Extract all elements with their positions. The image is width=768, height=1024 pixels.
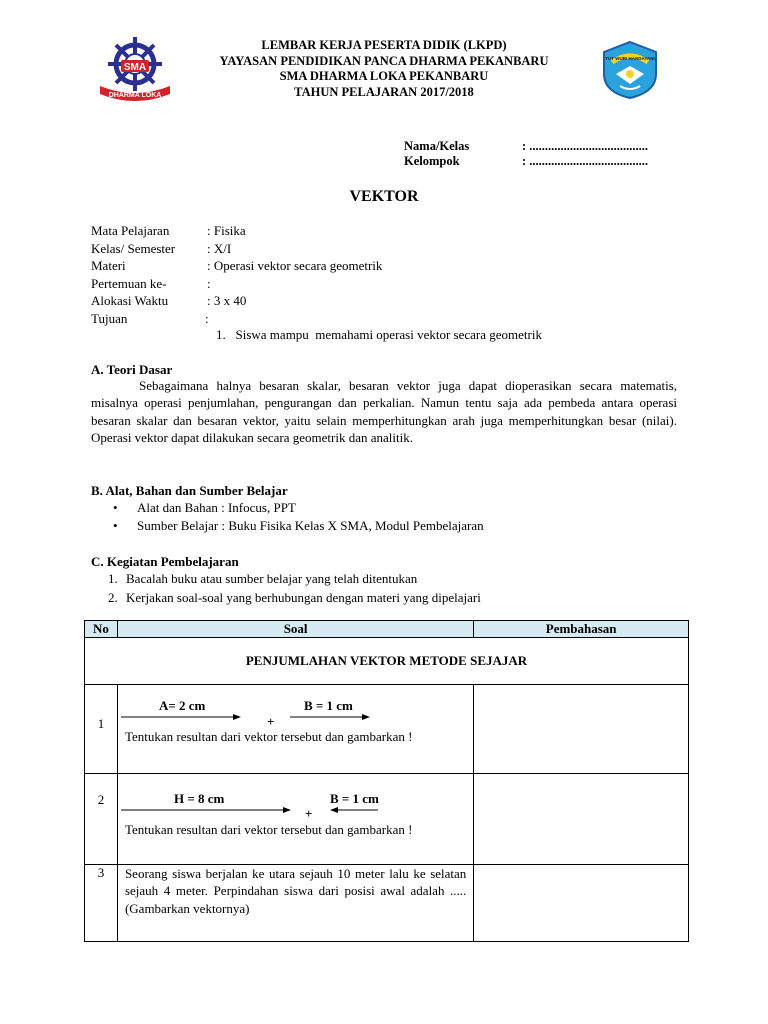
section-a-title: A. Teori Dasar [91, 362, 173, 377]
header-line-3: SMA DHARMA LOKA PEKANBARU [279, 69, 489, 83]
document-header [0, 38, 768, 100]
meta-value: : Operasi vektor secara geometrik [207, 258, 383, 274]
row-number: 1 [85, 685, 118, 774]
list-number: 2. [108, 590, 118, 605]
answer-cell[interactable] [474, 685, 689, 774]
worksheet-table [84, 620, 689, 942]
table-row [85, 685, 689, 774]
list-item: Kerjakan soal-soal yang berhubungan dengan materi yang dipelajari [126, 590, 481, 605]
tools-list [0, 500, 768, 536]
meta-label: Materi [91, 258, 126, 274]
svg-text:TUT WURI HANDAYANI: TUT WURI HANDAYANI [605, 56, 655, 61]
vector-b-label: B = 1 cm [329, 791, 379, 806]
bullet-icon: • [113, 518, 118, 533]
subject-info [91, 222, 611, 332]
page-title: VEKTOR [349, 188, 419, 205]
header-line-4: TAHUN PELAJARAN 2017/2018 [294, 84, 474, 99]
meta-value: : X/I [207, 240, 232, 256]
meta-value: : 3 x 40 [207, 293, 247, 309]
table-row [85, 865, 689, 942]
list-item: Bacalah buku atau sumber belajar yang telah ditentukan [126, 571, 418, 586]
vector-b-label: B = 1 cm [303, 698, 353, 713]
vector-a-label: A= 2 cm [158, 698, 206, 713]
section-a-text [91, 377, 677, 447]
section-title-cell: PENJUMLAHAN VEKTOR METODE SEJAJAR [85, 638, 689, 685]
row-number: 2 [85, 774, 118, 865]
meta-label: Tujuan [91, 311, 128, 326]
answer-cell[interactable] [474, 774, 689, 865]
question-cell [117, 774, 473, 865]
vector-h-arrow [121, 806, 291, 814]
theory-paragraph: Sebagaimana halnya besaran skalar, besaran vektor juga dapat dioperasikan secara matematis, misalnya operasi penjumlahan, pengurangan dan perkalian. Namun tentu saja ada pembeda antara operasi besaran skalar dan besaran vektor, yaitu selain memperhitungkan arah juga memperhitungkan besar (nilai). Operasi vektor dapat dilakukan secara geometrik dan analitik. [91, 378, 677, 446]
header-pembahasan: Pembahasan [474, 621, 689, 638]
objective-item: 1. Siswa mampu memahami operasi vektor secara geometrik [216, 327, 542, 342]
table-row [85, 774, 689, 865]
table-header-row [85, 621, 689, 638]
list-item: Sumber Belajar : Buku Fisika Kelas X SMA, Modul Pembelajaran [137, 518, 484, 533]
svg-text:SMA: SMA [123, 62, 147, 73]
activity-list [0, 571, 768, 607]
header-line-1: LEMBAR KERJA PESERTA DIDIK (LKPD) [261, 38, 507, 52]
question-cell [117, 865, 473, 942]
table-section-row [85, 638, 689, 685]
vector-b-arrow [330, 806, 378, 814]
meta-value: : [207, 275, 211, 291]
meta-label: Kelas/ Semester [91, 240, 176, 256]
svg-text:DHARMA LOKA: DHARMA LOKA [108, 92, 162, 99]
vector-b-arrow [290, 713, 370, 721]
plus-sign: + [266, 714, 275, 729]
meta-label: Alokasi Waktu [91, 293, 169, 309]
list-item: Alat dan Bahan : Infocus, PPT [137, 500, 296, 515]
header-line-2: YAYASAN PENDIDIKAN PANCA DHARMA PEKANBARU [219, 53, 549, 68]
meta-label: Mata Pelajaran [91, 223, 170, 238]
group-field[interactable]: : ...................................... [522, 154, 649, 168]
meta-value: : [205, 311, 209, 326]
header-soal: Soal [117, 621, 473, 638]
vector-h-label: H = 8 cm [173, 791, 225, 806]
question-cell [117, 685, 473, 774]
answer-cell[interactable] [474, 865, 689, 942]
name-class-label: Nama/Kelas [404, 139, 470, 153]
question-text: Tentukan resultan dari vektor tersebut dan gambarkan ! [124, 822, 413, 837]
vector-a-arrow [121, 713, 241, 721]
plus-sign: + [304, 806, 313, 821]
list-number: 1. [108, 571, 118, 586]
meta-label: Pertemuan ke- [91, 275, 167, 291]
group-label: Kelompok [404, 154, 460, 168]
bullet-icon: • [113, 500, 118, 515]
row-number: 3 [85, 865, 118, 942]
meta-value: : Fisika [207, 223, 246, 238]
section-b-title: B. Alat, Bahan dan Sumber Belajar [91, 483, 288, 498]
question-text: Seorang siswa berjalan ke utara sejauh 10 meter lalu ke selatan sejauh 4 meter. Perpindahan siswa dari posisi awal adalah ..... (Gambarkan vektornya) [124, 866, 467, 916]
section-c-title: C. Kegiatan Pembelajaran [91, 554, 239, 569]
name-class-field[interactable]: : ...................................... [522, 139, 649, 153]
question-text: Tentukan resultan dari vektor tersebut dan gambarkan ! [124, 729, 413, 744]
header-no: No [85, 621, 118, 638]
